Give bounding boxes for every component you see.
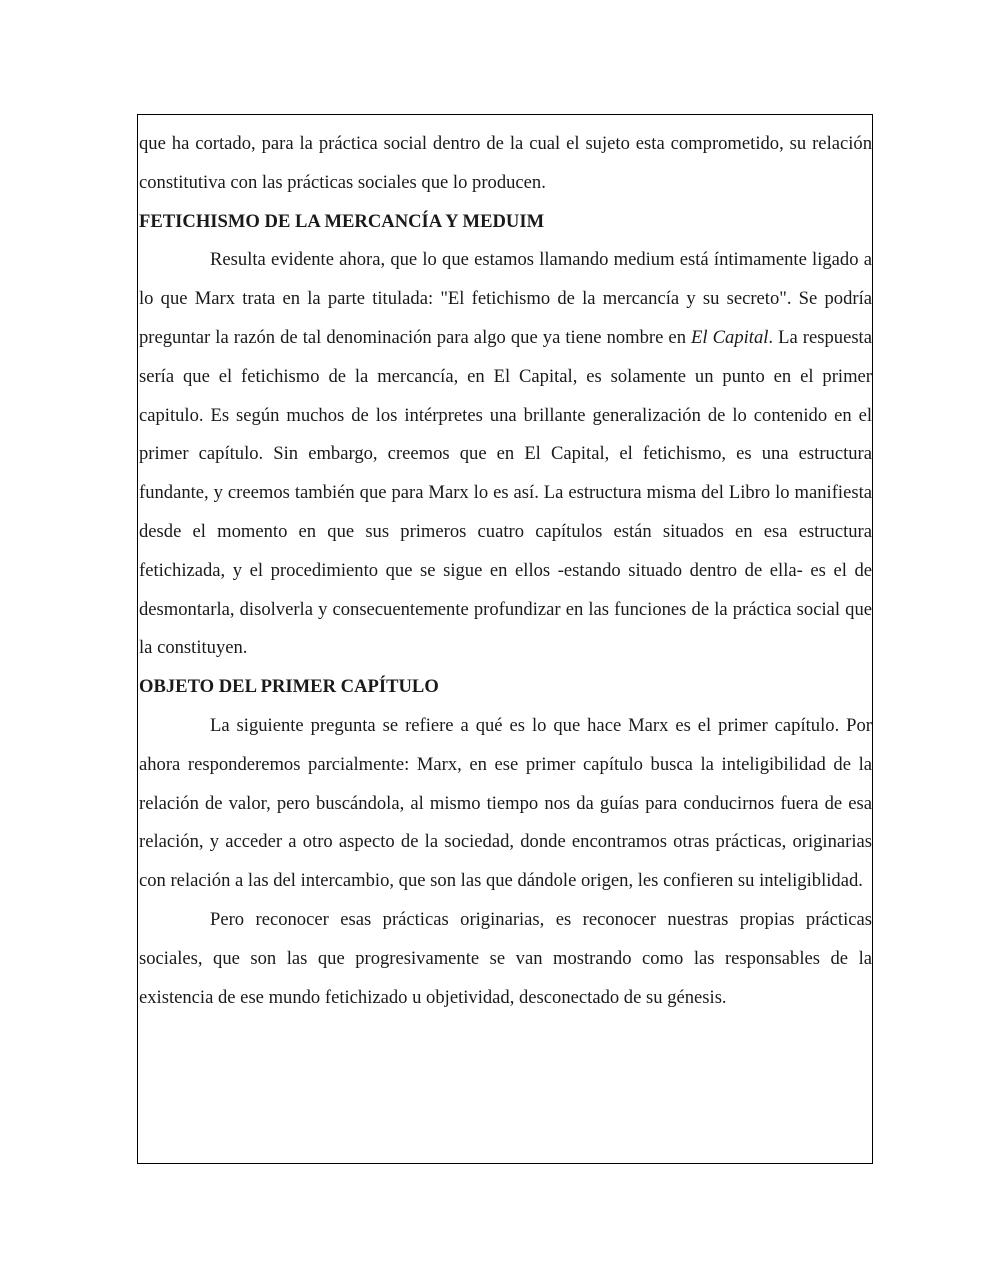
- paragraph-reconocer: Pero reconocer esas prácticas originarias, es reconocer nuestras propias prácticas sociales, que son las que progresivamente se van mostrando como las responsables de la existencia de ese mundo fetichizado u objetividad, desconectado de su génesis.: [139, 908, 872, 1008]
- paragraph-fetichismo-part2: . La respuesta sería que el fetichismo de la mercancía, en El Capital, es solamente un punto en el primer capitulo. Es según muchos de los intérpretes una brillante generalización de lo contenido en el primer capítulo. Sin embargo, creemos que en El Capital, el fetichismo, es una estructura fundante, y creemos también que para Marx lo es así. La estructura misma del Libro lo manifiesta desde el momento en que sus primeros cuatro capítulos están situados en esa estructura fetichizada, y el procedimiento que se sigue en ellos -estando situado dentro de ella- es el de desmontarla, disolverla y consecuentemente profundizar en las funciones de la práctica social que la constituyen.: [139, 326, 872, 659]
- section-heading-fetichismo: FETICHISMO DE LA MERCANCÍA Y MEDUIM: [139, 210, 545, 232]
- paragraph-fetichismo-part1: Resulta evidente ahora, que lo que estamos llamando medium está íntimamente ligado a lo que Marx trata en la parte titulada: "El fetichismo de la mercancía y su secreto". Se podría preguntar la razón de tal denominación para algo que ya tiene nombre en: [139, 249, 872, 348]
- document-body: [139, 125, 872, 1017]
- book-title-italic: El Capital: [691, 326, 769, 348]
- paragraph-objeto: La siguiente pregunta se refiere a qué es lo que hace Marx es el primer capítulo. Por ahora responderemos parcialmente: Marx, en ese primer capítulo busca la inteligibilidad de la relación de valor, pero buscándola, al mismo tiempo nos da guías para conducirnos fuera de esa relación, y acceder a otro aspecto de la sociedad, donde encontramos otras prácticas, originarias con relación a las del intercambio, que son las que dándole origen, les confieren su inteligiblidad.: [139, 714, 872, 892]
- paragraph-intro: que ha cortado, para la práctica social dentro de la cual el sujeto esta comprometido, su relación constitutiva con las prácticas sociales que lo producen.: [139, 133, 872, 193]
- section-heading-objeto: OBJETO DEL PRIMER CAPÍTULO: [139, 676, 439, 698]
- paragraph-fetichismo: [139, 241, 872, 668]
